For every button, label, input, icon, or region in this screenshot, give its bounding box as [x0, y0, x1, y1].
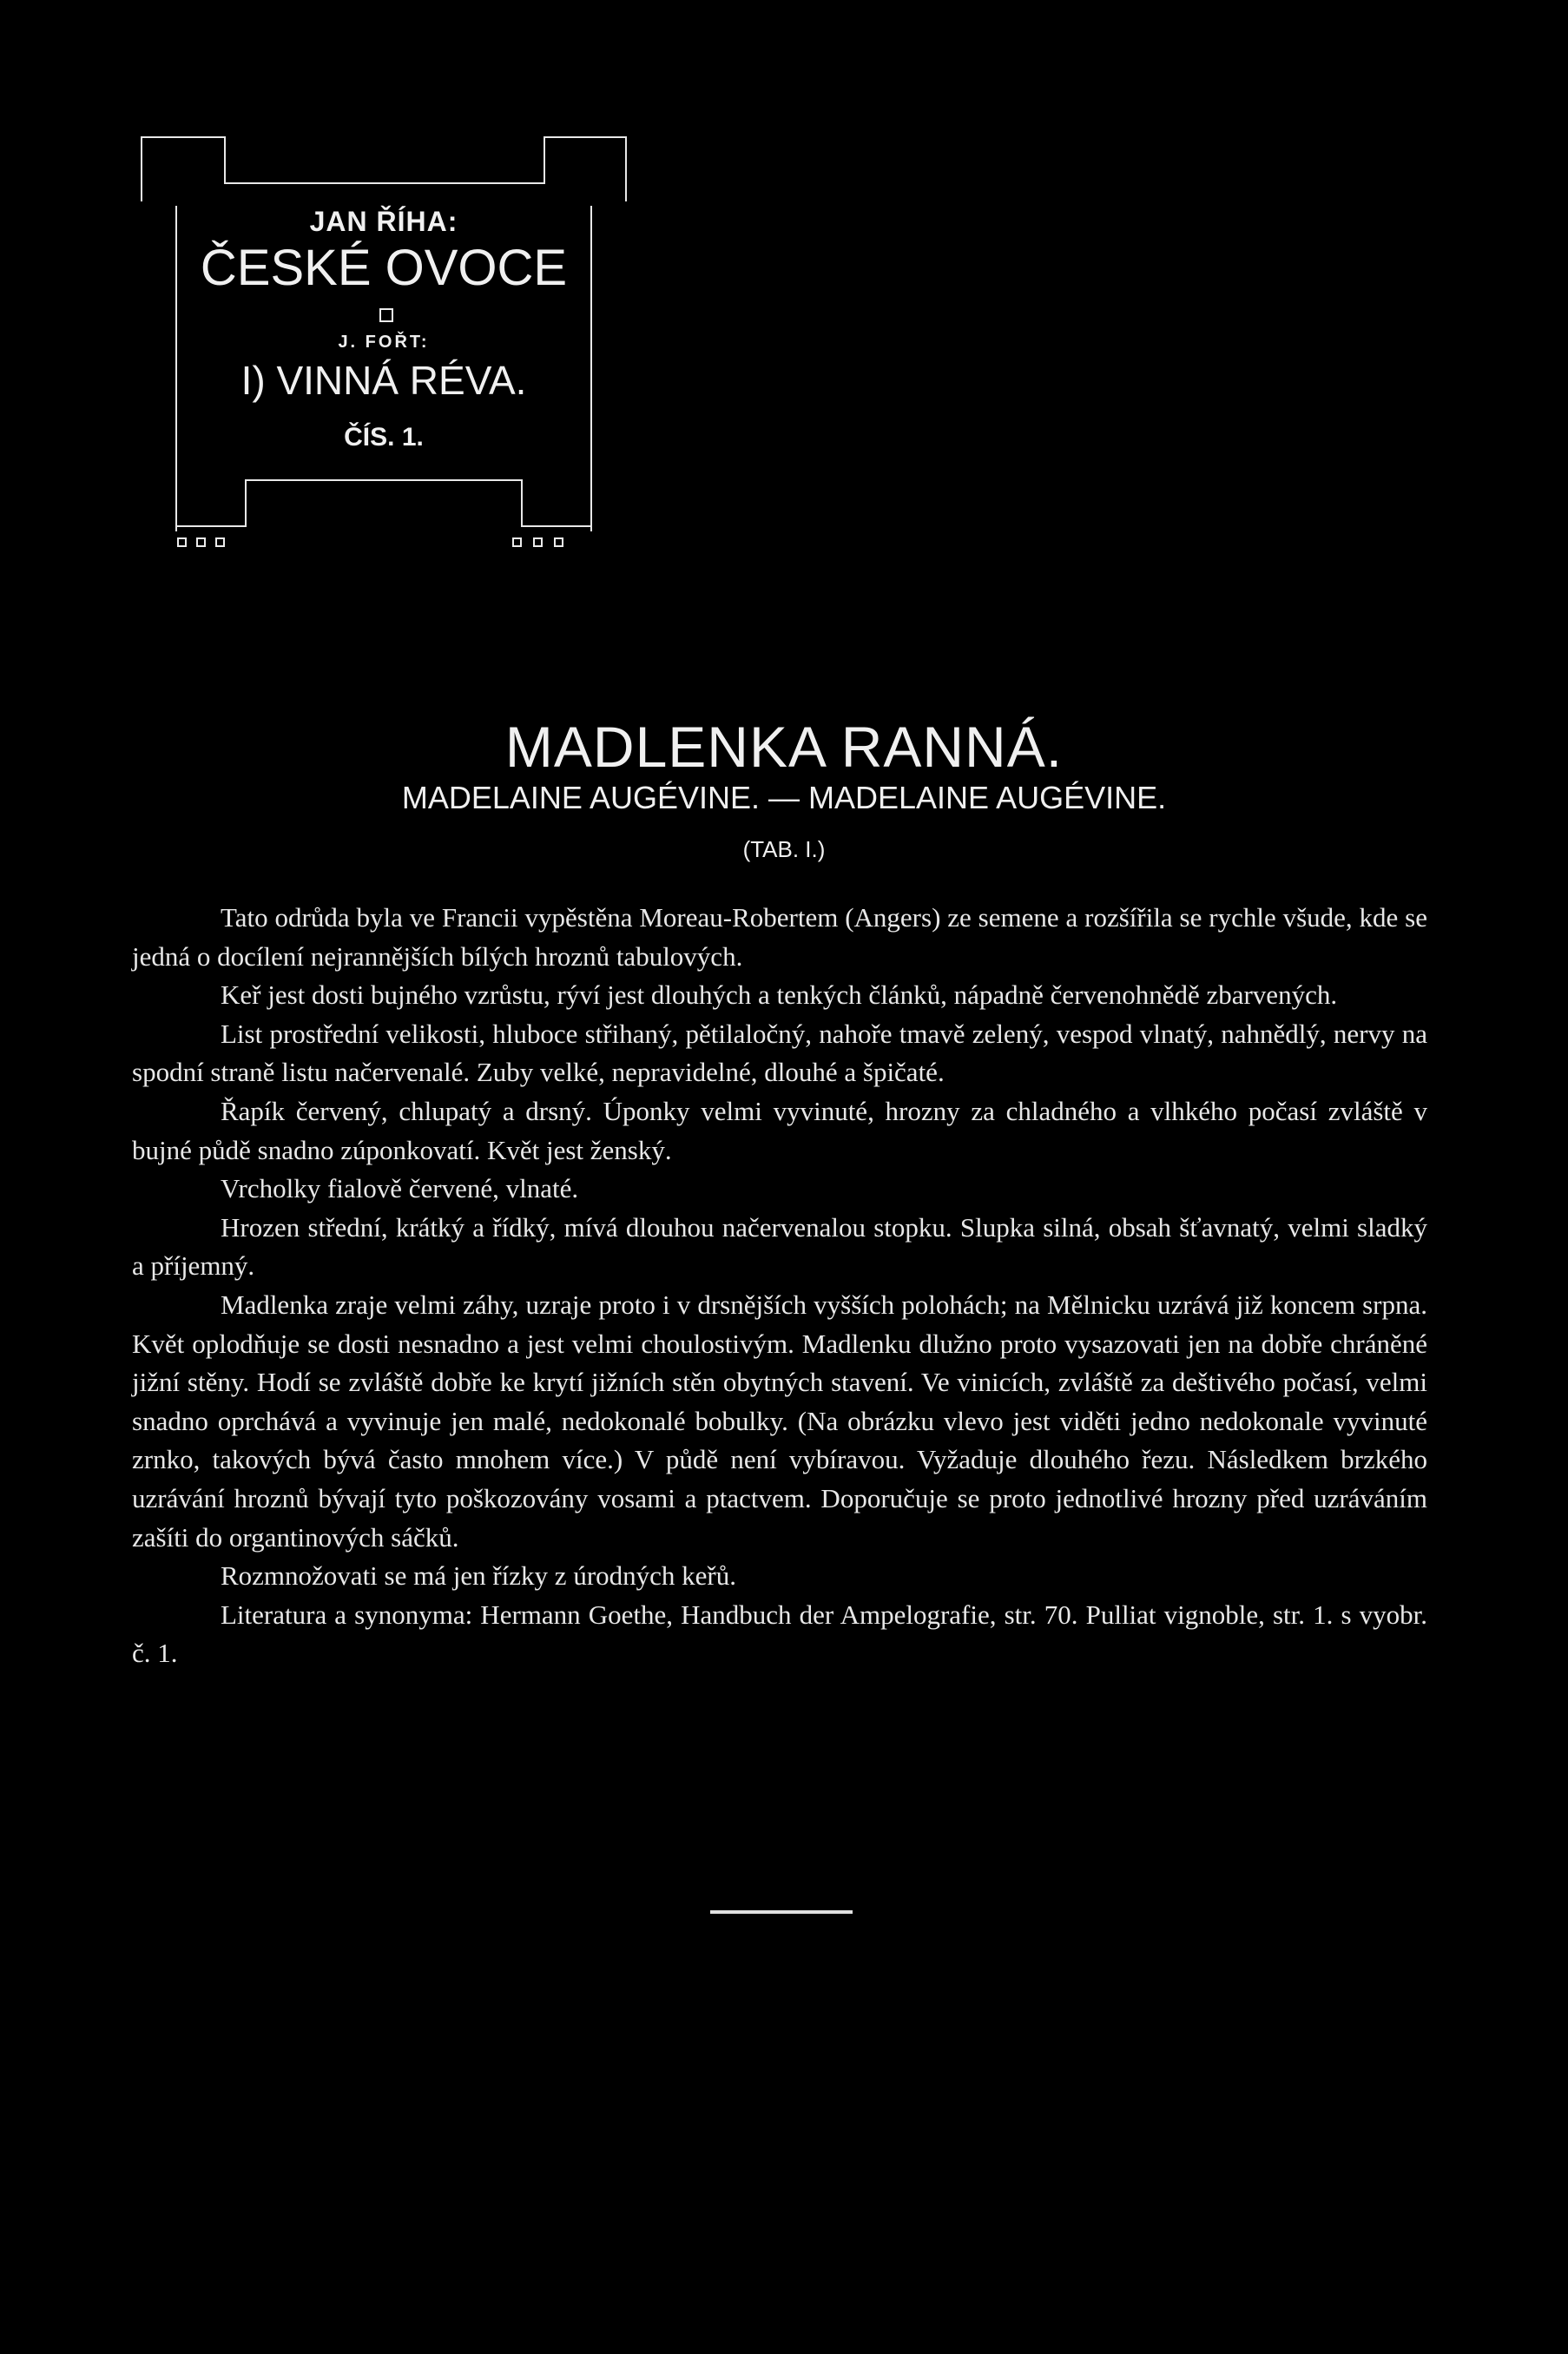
article-title: MADLENKA RANNÁ.	[504, 715, 1064, 779]
frame-line	[245, 479, 247, 527]
frame-line	[544, 136, 545, 184]
frame-line	[141, 136, 226, 138]
ornament-square	[215, 537, 225, 547]
article-body	[132, 899, 1427, 1673]
header-frame	[141, 136, 627, 531]
paragraph: Literatura a synonyma: Hermann Goethe, Handbuch der Ampelografie, str. 70. Pulliat vignoble, str. 1. s vyobr. č. 1.	[132, 1599, 1427, 1669]
frame-line	[224, 182, 545, 184]
volume-title: I) VINNÁ RÉVA.	[240, 358, 527, 403]
frame-line	[544, 136, 627, 138]
frame-line	[224, 136, 226, 184]
paragraph: Tato odrůda byla ve Francii vypěstěna Moreau-Robertem (Angers) ze semene a rozšířila se rychle všude, kde se jedná o docílení nejrannějších bílých hroznů tabulových.	[132, 902, 1427, 972]
series-title: ČESKÉ OVOCE	[200, 240, 568, 296]
ornament-square	[512, 537, 522, 547]
paragraph: Řapík červený, chlupatý a drsný. Úponky velmi vyvinuté, hrozny za chladného a vlhkého počasí zvláště v bujné půdě snadno zúponkovatí. Květ jest ženský.	[132, 1095, 1427, 1165]
ornament-square	[177, 537, 187, 547]
paragraph: Rozmnožovati se má jen řízky z úrodných keřů.	[221, 1560, 736, 1592]
ornament-square	[533, 537, 543, 547]
paragraph: Madlenka zraje velmi záhy, uzraje proto i v drsnějších vyšších polohách; na Mělnicku uzrává již koncem srpna. Květ oplodňuje se dosti nesnadno a jest velmi choulostivým. Madlenku dlužno proto vysazovati jen na dobře chráněné jižní stěny. Hodí se zvláště dobře ke krytí jižních stěn obytných stavení. Ve vinicích, zvláště za deštivého počasí, velmi snadno oprchává a vyvinuje jen malé, nedokonalé bobulky. (Na obrázku vlevo jest viděti jedno nedokonale vyvinuté zrnko, takových bývá často mnohem více.) V půdě není vybíravou. Vyžaduje dlouhého řezu. Následkem brzkého uzrávání hroznů bývají tyto poškozovány vosami a ptactvem. Doporučuje se proto jednotlivé hrozny před uzráváním zašíti do organtinových sáčků.	[132, 1289, 1427, 1553]
end-rule	[710, 1910, 853, 1914]
paragraph: Vrcholky fialově červené, vlnaté.	[221, 1173, 579, 1204]
frame-line	[521, 525, 590, 527]
paragraph: List prostřední velikosti, hluboce střihaný, pětilaločný, nahoře tmavě zelený, vespod vlnatý, nahnědlý, nervy na spodní straně listu načervenalé. Zuby velké, nepravidelné, dlouhé a špičaté.	[132, 1018, 1427, 1088]
paragraph: Keř jest dosti bujného vzrůstu, rýví jest dlouhých a tenkých článků, nápadně červenohnědě zbarvených.	[221, 979, 1338, 1011]
frame-line	[625, 136, 627, 201]
paragraph: Hrozen střední, krátký a řídký, mívá dlouhou načervenalou stopku. Slupka silná, obsah šťavnatý, velmi sladký a příjemný.	[132, 1211, 1427, 1282]
frame-line	[521, 479, 523, 527]
frame-line	[245, 479, 521, 481]
plate-reference: (TAB. I.)	[742, 836, 826, 862]
issue-number: ČÍS. 1.	[344, 423, 424, 452]
frame-line	[141, 136, 142, 201]
contributor-name: J. FOŘT:	[338, 333, 430, 352]
article-subtitle: MADELAINE AUGÉVINE. — MADELAINE AUGÉVINE.	[401, 780, 1167, 815]
frame-line	[177, 525, 247, 527]
ornament-square	[379, 308, 393, 322]
ornament-square	[196, 537, 206, 547]
ornament-square	[554, 537, 563, 547]
author-name: JAN ŘÍHA:	[309, 206, 458, 237]
